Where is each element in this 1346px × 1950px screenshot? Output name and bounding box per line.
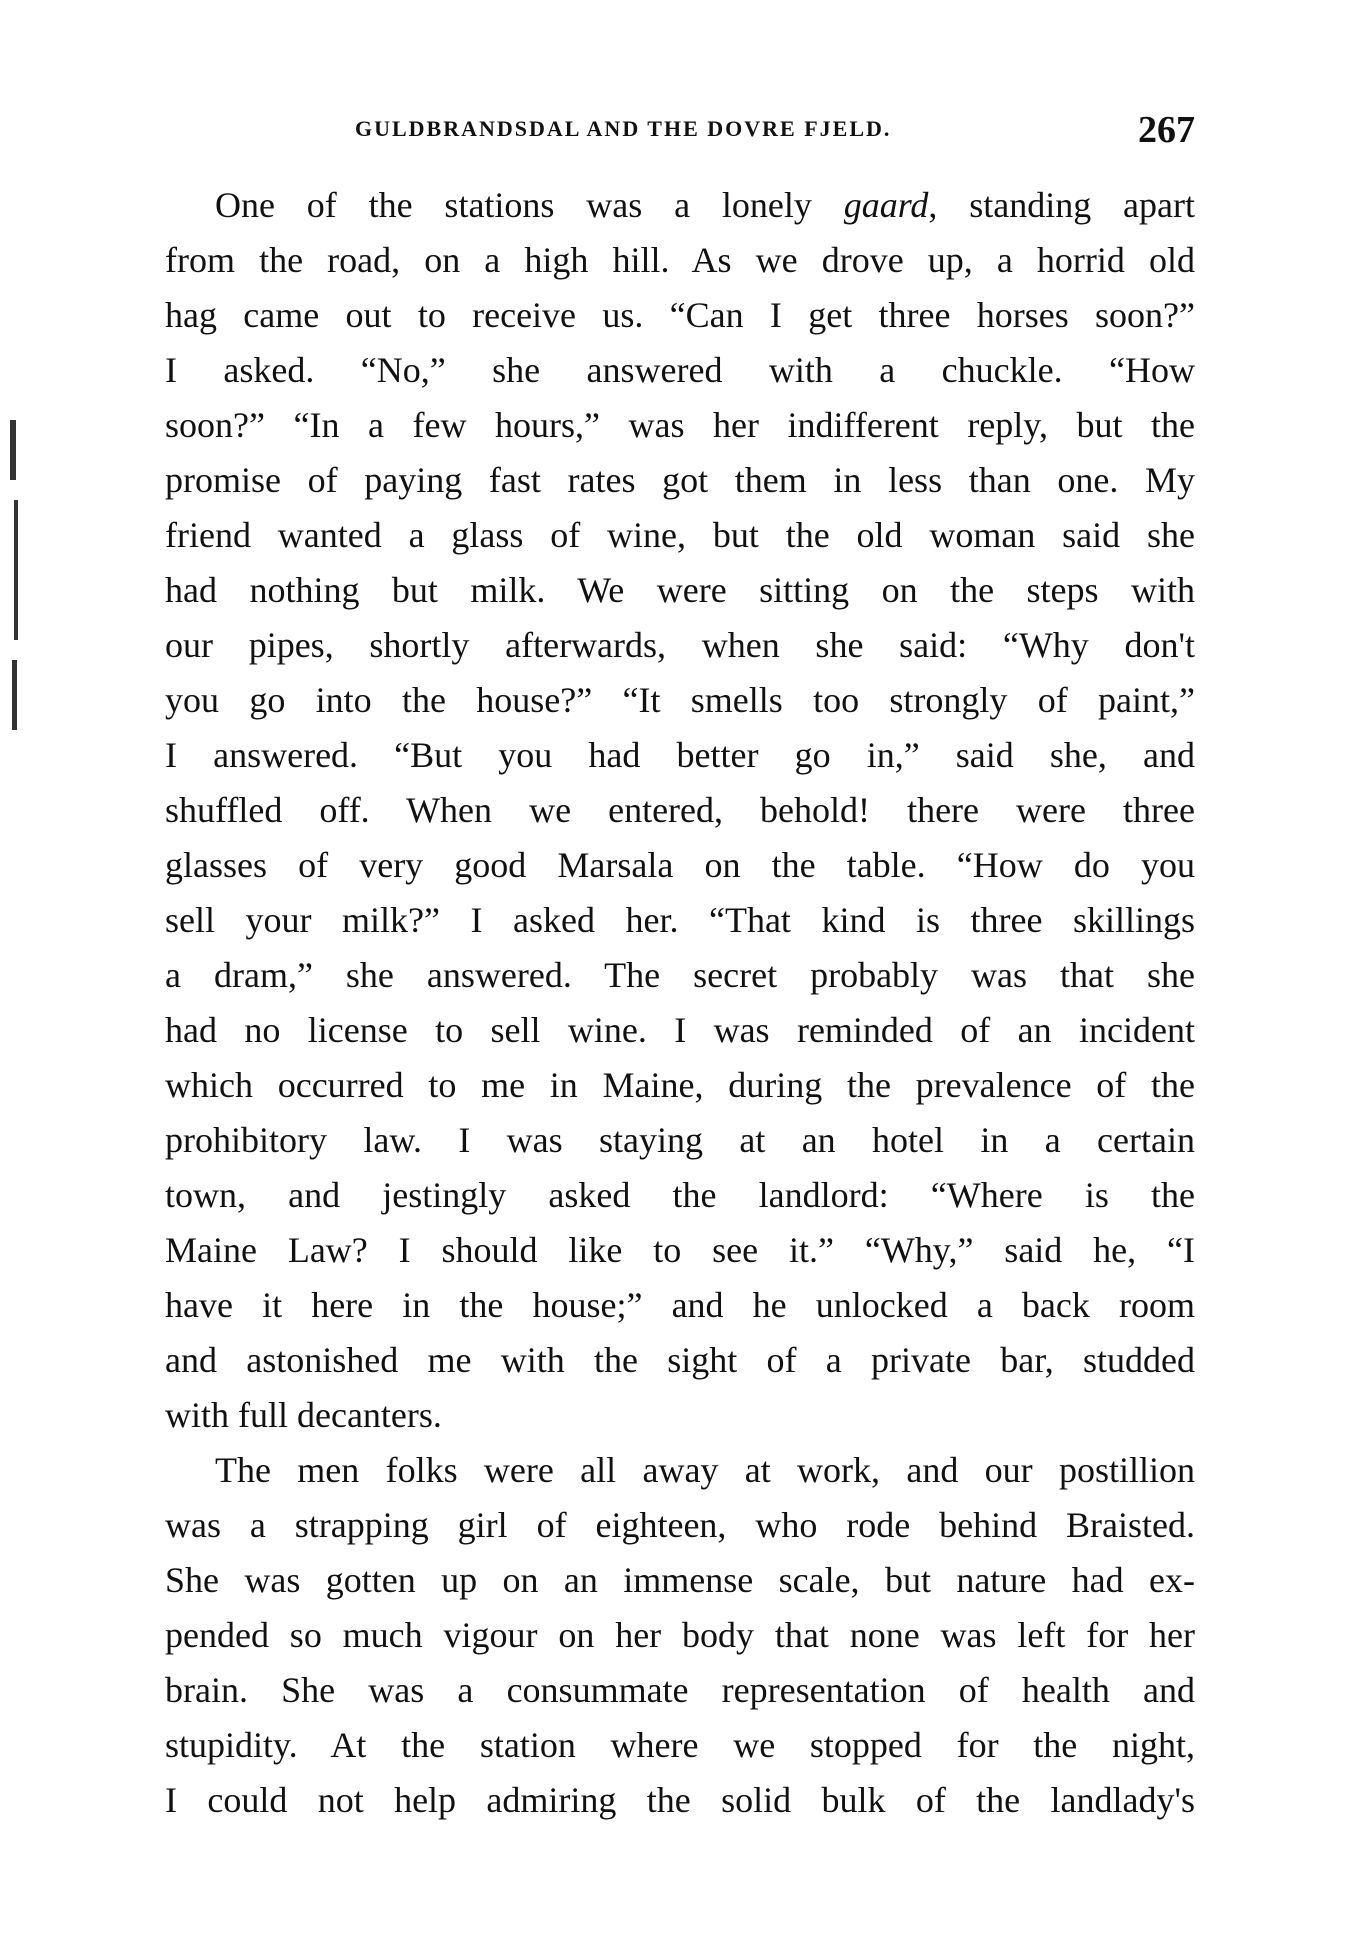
body-text: [165, 178, 1195, 1828]
text-line: a dram,” she answered. The secret probably was that she: [165, 955, 1195, 995]
text-line: prohibitory law. I was staying at an hotel in a certain: [165, 1120, 1195, 1160]
text-line: from the road, on a high hill. As we drove up, a horrid old: [165, 240, 1195, 280]
text-line: I asked. “No,” she answered with a chuckle. “How: [165, 350, 1195, 390]
text-line: have it here in the house;” and he unlocked a back room: [165, 1285, 1195, 1325]
text-line: brain. She was a consummate representation of health and: [165, 1670, 1195, 1710]
text-line: soon?” “In a few hours,” was her indifferent reply, but the: [165, 405, 1195, 445]
text-line: I could not help admiring the solid bulk of the landlady's: [165, 1780, 1195, 1820]
text-line: shuffled off. When we entered, behold! there were three: [165, 790, 1195, 830]
text-line: had nothing but milk. We were sitting on the steps with: [165, 570, 1195, 610]
text-line: hag came out to receive us. “Can I get three horses soon?”: [165, 295, 1195, 335]
text-line: pended so much vigour on her body that none was left for her: [165, 1615, 1195, 1655]
text-line: town, and jestingly asked the landlord: “Where is the: [165, 1175, 1195, 1215]
text-line: The men folks were all away at work, and our postillion: [215, 1450, 1195, 1490]
text-line: which occurred to me in Maine, during the prevalence of the: [165, 1065, 1195, 1105]
text-line: sell your milk?” I asked her. “That kind is three skillings: [165, 900, 1195, 940]
text-line: promise of paying fast rates got them in less than one. My: [165, 460, 1195, 500]
text-line: glasses of very good Marsala on the table. “How do you: [165, 845, 1195, 885]
text-line: She was gotten up on an immense scale, but nature had ex-: [165, 1560, 1195, 1600]
text-line: and astonished me with the sight of a private bar, studded: [165, 1340, 1195, 1380]
scan-binding-shadow: [0, 420, 30, 730]
text-line: our pipes, shortly afterwards, when she said: “Why don't: [165, 625, 1195, 665]
text-line: Maine Law? I should like to see it.” “Why,” said he, “I: [165, 1230, 1195, 1270]
page-number: 267: [1138, 109, 1195, 151]
running-header-title: GULDBRANDSDAL AND THE DOVRE FJELD.: [355, 116, 892, 141]
text-line: One of the stations was a lonely gaard, standing apart: [215, 185, 1195, 225]
text-line: was a strapping girl of eighteen, who rode behind Braisted.: [165, 1505, 1195, 1545]
italic-term: gaard: [843, 185, 929, 225]
text-line: with full decanters.: [165, 1395, 442, 1435]
text-line: had no license to sell wine. I was reminded of an incident: [165, 1010, 1195, 1050]
text-line: friend wanted a glass of wine, but the old woman said she: [165, 515, 1195, 555]
running-header: [165, 108, 1195, 151]
text-line: you go into the house?” “It smells too strongly of paint,”: [165, 680, 1195, 720]
text-line: I answered. “But you had better go in,” said she, and: [165, 735, 1195, 775]
text-line: stupidity. At the station where we stopped for the night,: [165, 1725, 1195, 1765]
